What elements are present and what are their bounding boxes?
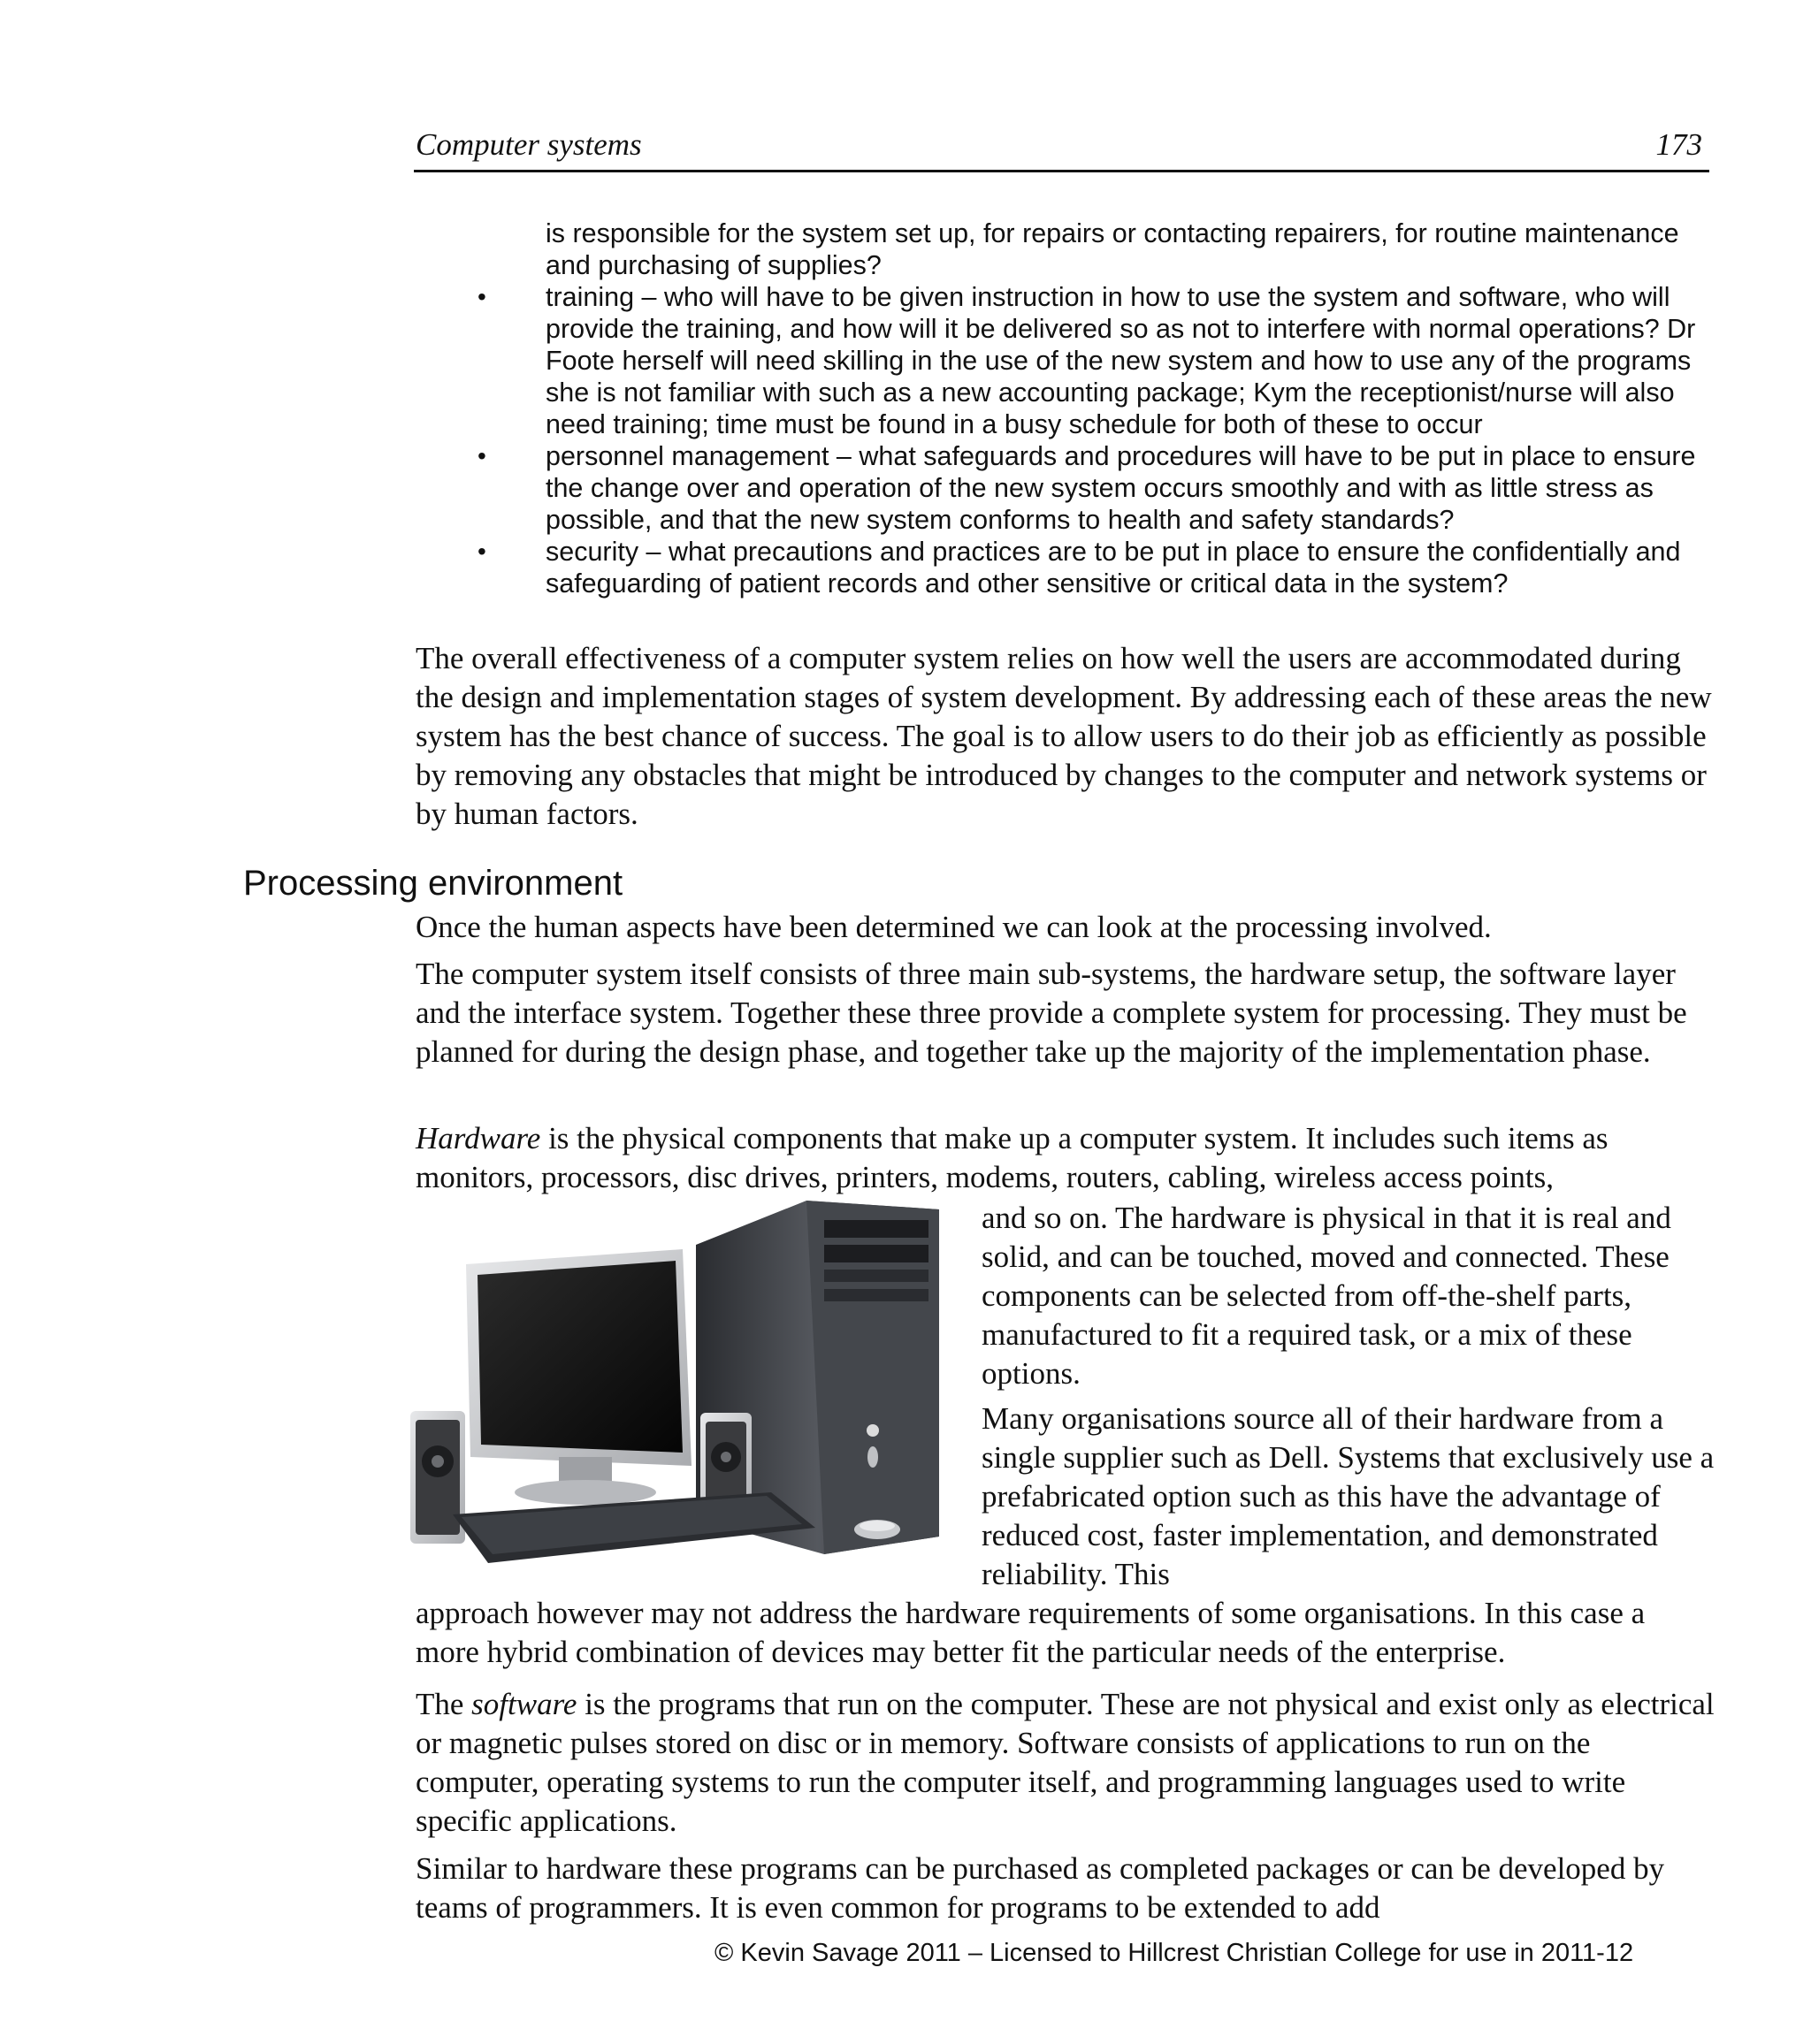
bullet-icon: • [478,442,486,469]
bullet-list [469,217,1715,599]
paragraph-programs: Similar to hardware these programs can be purchased as completed packages or can be developed by teams of programmers. It is even common for programs to be extended to add [416,1851,1665,1925]
list-item-text: is responsible for the system set up, for repairs or contacting repairers, for routine maintenance and purchasing of supplies? [546,218,1679,280]
list-item-text: training – who will have to be given instruction in how to use the system and software, who will provide the training, and how will it be delivered so as not to interfere with normal operations? Dr Foote herself will need skilling in the use of the new system and how to use any of the programs she is not familiar with such as a new accounting package; Kym the receptionist/nurse will also need training; time must be found in a busy schedule for both of these to occur [546,282,1696,439]
list-item [469,440,1715,536]
page-number: 173 [1655,127,1702,162]
paragraph-software-text: is the programs that run on the computer. These are not physical and exist only as electrical or magnetic pulses stored on disc or in memory. Software consists of applications to run on the computer, operating systems to run the computer itself, and programming languages used to write specific applications. [416,1687,1715,1838]
term-software: software [471,1687,577,1721]
paragraph-single-supplier: Many organisations source all of their hardware from a single supplier such as Dell. Systems that exclusively use a prefabricated option such as this have the advantage of reduced cost, faster implementation, and demonstrated reliability. This [982,1401,1715,1591]
paragraph-effectiveness: The overall effectiveness of a computer system relies on how well the users are accommodated during the design and implementation stages of system development. By addressing each of these areas the new system has the best chance of success. The goal is to allow users to do their job as efficiently as possible by removing any obstacles that might be introduced by changes to the computer and network systems or by human factors. [416,641,1712,831]
list-item [469,536,1715,599]
chapter-title: Computer systems [416,127,642,162]
paragraph-hardware-physical: and so on. The hardware is physical in that it is real and solid, and can be touched, moved and connected. These components can be selected from off-the-shelf parts, manufactured to fit a required task, or a mix of these options. [982,1201,1671,1391]
paragraph-hardware [416,1119,1715,1197]
paragraph-hardware-text: is the physical components that make up a computer system. It includes such items as monitors, processors, disc drives, printers, modems, routers, cabling, wireless access points, [416,1121,1609,1194]
list-item-text: personnel management – what safeguards and procedures will have to be put in place to ensure the change over and operation of the new system occurs smoothly and with as little stress as possible, and that the new system conforms to health and safety standards? [546,441,1696,535]
bullet-icon: • [478,283,486,310]
list-item-text: security – what precautions and practices are to be put in place to ensure the confidentially and safeguarding of patient records and other sensitive or critical data in the system? [546,537,1681,599]
paragraph-hybrid: approach however may not address the hardware requirements of some organisations. In this case a more hybrid combination of devices may better fit the particular needs of the enterprise. [416,1596,1646,1669]
term-hardware: Hardware [416,1121,541,1155]
paragraph-software-lead: The [416,1687,472,1721]
paragraph-subsystems: The computer system itself consists of three main sub-systems, the hardware setup, the software layer and the interface system. Together these three provide a complete system for processing. They must be planned for during the design phase, and together take up the majority of the implementation phase. [416,957,1687,1069]
bullet-icon: • [478,538,486,565]
section-heading: Processing environment [243,864,623,903]
desktop-computer-image [409,1201,959,1572]
list-item [469,217,1715,281]
list-item [469,281,1715,440]
copyright-footer: © Kevin Savage 2011 – Licensed to Hillcrest Christian College for use in 2011-12 [714,1939,1634,1967]
paragraph-software [416,1685,1715,1841]
running-header [414,124,1709,172]
paragraph-intro: Once the human aspects have been determined we can look at the processing involved. [416,910,1492,944]
